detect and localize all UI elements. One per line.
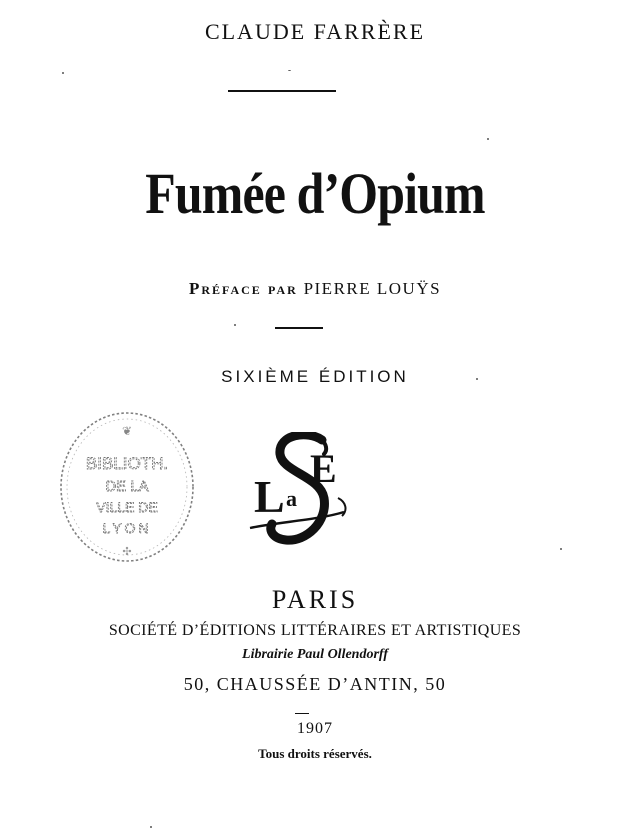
stamp-line-1: BIBLIOTH. <box>85 454 169 473</box>
author-name: CLAUDE FARRÈRE <box>204 19 426 44</box>
scan-speck <box>487 138 489 140</box>
scan-speck <box>288 70 291 71</box>
publisher-name: SOCIÉTÉ D’ÉDITIONS LITTÉRAIRES ET ARTISTIQUES <box>108 622 522 639</box>
stamp-line-2: DE LA <box>105 478 149 495</box>
scan-speck <box>234 324 236 326</box>
preface-label: Préface par <box>188 279 298 298</box>
divider-rule <box>275 327 323 329</box>
publication-year: 1907 <box>297 720 333 737</box>
scan-speck <box>560 548 562 550</box>
divider-rule <box>228 90 336 92</box>
divider-rule <box>295 713 309 714</box>
stamp-line-3: VILLE DE <box>96 499 158 515</box>
publication-city: PARIS <box>271 585 359 614</box>
svg-text:L: L <box>254 471 285 522</box>
svg-text:✣: ✣ <box>122 546 132 558</box>
scan-speck <box>476 378 478 380</box>
publisher-address: 50, CHAUSSÉE D’ANTIN, 50 <box>183 674 447 694</box>
bookseller-name: Librairie Paul Ollendorff <box>242 647 388 662</box>
stamp-line-4: LYON <box>102 520 152 536</box>
svg-text:❦: ❦ <box>121 424 133 438</box>
preface-credit <box>0 279 630 299</box>
preface-author: PIERRE LOUŸS <box>303 279 442 298</box>
rights-notice: Tous droits réservés. <box>258 746 372 761</box>
scan-speck <box>62 72 64 74</box>
publisher-monogram-icon <box>248 432 358 550</box>
svg-text:E: E <box>310 446 337 491</box>
edition-label: SIXIÈME ÉDITION <box>221 367 409 386</box>
book-title: Fumée d’Opium <box>145 161 485 226</box>
scan-speck <box>150 826 152 828</box>
svg-text:a: a <box>286 486 297 511</box>
library-stamp <box>52 407 202 567</box>
